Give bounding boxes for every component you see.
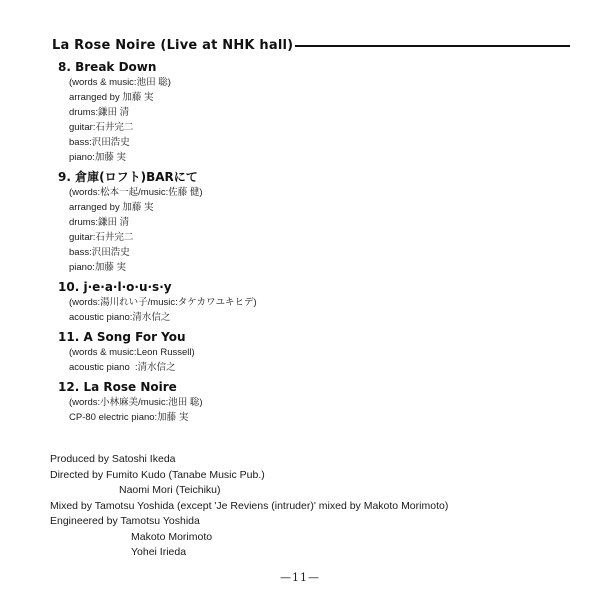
credit-line: drums:鎌田 清 — [69, 107, 130, 118]
section-header — [52, 38, 570, 53]
track-9 — [58, 170, 558, 275]
track-heading — [58, 170, 558, 185]
engineered-by-continued: Makoto Morimoto — [131, 530, 213, 543]
credit-line: bass:沢田浩史 — [69, 247, 130, 258]
track-list — [58, 60, 558, 430]
credit-line: (words:松本一起/music:佐藤 健) — [69, 187, 203, 198]
credit-line: piano:加藤 実 — [69, 262, 127, 273]
section-title: La Rose Noire (Live at NHK hall) — [52, 38, 294, 53]
track-heading — [58, 380, 558, 395]
track-11 — [58, 330, 558, 375]
track-title: Break Down — [75, 60, 157, 74]
track-heading — [58, 330, 558, 345]
track-number: 10. — [58, 280, 80, 294]
track-10 — [58, 280, 558, 325]
credit-line: bass:沢田浩史 — [69, 137, 130, 148]
credit-line: (words & music:池田 聡) — [69, 77, 171, 88]
track-title: A Song For You — [83, 330, 186, 344]
track-12 — [58, 380, 558, 425]
credit-line: (words & music:Leon Russell) — [69, 347, 195, 358]
credit-line: arranged by 加藤 実 — [69, 92, 154, 103]
engineered-by-continued: Yohei Irieda — [131, 546, 187, 558]
credit-line: piano:加藤 実 — [69, 152, 127, 163]
track-credits — [58, 395, 558, 425]
credit-line: (words:小林麻美/music:池田 聡) — [69, 397, 203, 408]
track-title: j·e·a·l·o·u·s·y — [83, 280, 172, 294]
directed-by: Directed by Fumito Kudo (Tanabe Music Pub.) — [50, 468, 265, 481]
section-rule — [295, 45, 570, 47]
credit-line: CP-80 electric piano:加藤 実 — [69, 412, 189, 423]
track-number: 11. — [58, 330, 80, 344]
track-title: La Rose Noire — [83, 380, 177, 394]
directed-by-continued: Naomi Mori (Teichiku) — [119, 484, 221, 496]
track-heading — [58, 60, 558, 75]
track-credits — [58, 345, 558, 375]
mixed-by: Mixed by Tamotsu Yoshida (except 'Je Reviens (intruder)' mixed by Makoto Morimoto) — [50, 499, 449, 512]
credit-line: (words:湯川れい子/music:タケカワユキヒデ) — [69, 297, 257, 308]
track-credits — [58, 295, 558, 325]
credit-line: guitar:石井完二 — [69, 122, 134, 133]
produced-by: Produced by Satoshi Ikeda — [50, 453, 176, 465]
track-credits — [58, 185, 558, 275]
page-number: —11— — [280, 571, 320, 584]
credit-line: arranged by 加藤 実 — [69, 202, 154, 213]
credit-line: drums:鎌田 清 — [69, 217, 130, 228]
track-8 — [58, 60, 558, 165]
credit-line: acoustic piano :清水信之 — [69, 362, 176, 373]
track-number: 9. — [58, 170, 71, 184]
credit-line: acoustic piano:清水信之 — [69, 312, 171, 323]
track-number: 12. — [58, 380, 80, 394]
track-heading — [58, 280, 558, 295]
track-credits — [58, 75, 558, 165]
production-credits — [50, 452, 590, 561]
track-number: 8. — [58, 60, 71, 74]
credit-line: guitar:石井完二 — [69, 232, 134, 243]
track-title: 倉庫(ロフト)BARにて — [75, 170, 198, 184]
engineered-by: Engineered by Tamotsu Yoshida — [50, 515, 200, 527]
